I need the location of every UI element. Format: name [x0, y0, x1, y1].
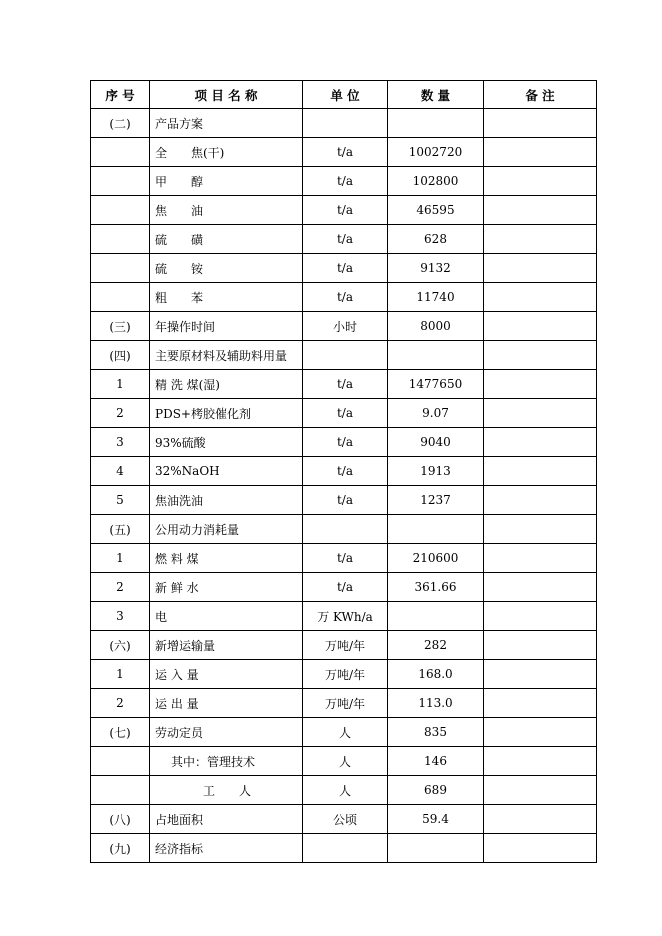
cell-qty: 9.07: [388, 399, 484, 428]
cell-name: 32%NaOH: [150, 457, 303, 486]
cell-unit: t/a: [303, 457, 388, 486]
cell-note: [484, 428, 597, 457]
cell-name: 焦油洗油: [150, 486, 303, 515]
cell-name: 燃 料 煤: [150, 544, 303, 573]
cell-no: [91, 747, 150, 776]
cell-qty: 1477650: [388, 370, 484, 399]
cell-name: 焦 油: [150, 196, 303, 225]
cell-qty: 9040: [388, 428, 484, 457]
cell-qty: 46595: [388, 196, 484, 225]
cell-no: (三): [91, 312, 150, 341]
cell-unit: t/a: [303, 544, 388, 573]
cell-no: [91, 167, 150, 196]
cell-qty: 59.4: [388, 805, 484, 834]
cell-note: [484, 254, 597, 283]
cell-no: 2: [91, 689, 150, 718]
table-row: [91, 631, 597, 660]
cell-unit: t/a: [303, 167, 388, 196]
cell-name: 粗 苯: [150, 283, 303, 312]
cell-name: 硫 铵: [150, 254, 303, 283]
cell-qty: 210600: [388, 544, 484, 573]
cell-qty: [388, 109, 484, 138]
cell-note: [484, 312, 597, 341]
indicator-table: [90, 80, 597, 863]
cell-name: 运 出 量: [150, 689, 303, 718]
cell-note: [484, 341, 597, 370]
cell-unit: 人: [303, 718, 388, 747]
cell-qty: 102800: [388, 167, 484, 196]
cell-name: 主要原材料及辅助料用量: [150, 341, 303, 370]
cell-name: 电: [150, 602, 303, 631]
cell-note: [484, 370, 597, 399]
cell-no: (七): [91, 718, 150, 747]
cell-no: 1: [91, 544, 150, 573]
cell-no: (四): [91, 341, 150, 370]
table-row: [91, 573, 597, 602]
cell-name: 经济指标: [150, 834, 303, 863]
cell-no: 3: [91, 602, 150, 631]
table-row: [91, 834, 597, 863]
cell-unit: 人: [303, 776, 388, 805]
table-row: [91, 283, 597, 312]
cell-name: 新增运输量: [150, 631, 303, 660]
cell-note: [484, 689, 597, 718]
cell-unit: t/a: [303, 486, 388, 515]
cell-unit: t/a: [303, 138, 388, 167]
cell-unit: t/a: [303, 196, 388, 225]
cell-qty: [388, 602, 484, 631]
table-row: [91, 341, 597, 370]
header-note: 备 注: [484, 81, 597, 109]
cell-note: [484, 399, 597, 428]
cell-note: [484, 109, 597, 138]
cell-unit: t/a: [303, 399, 388, 428]
cell-qty: 689: [388, 776, 484, 805]
cell-unit: t/a: [303, 225, 388, 254]
cell-note: [484, 805, 597, 834]
cell-unit: 万 KWh/a: [303, 602, 388, 631]
cell-note: [484, 602, 597, 631]
cell-unit: 人: [303, 747, 388, 776]
cell-name: 93%硫酸: [150, 428, 303, 457]
table-row: [91, 254, 597, 283]
cell-name-text: 其中：管理技术: [171, 754, 256, 769]
cell-note: [484, 573, 597, 602]
cell-name: 精 洗 煤(湿): [150, 370, 303, 399]
table-row: [91, 776, 597, 805]
table-row: [91, 718, 597, 747]
table-row: [91, 138, 597, 167]
cell-no: [91, 776, 150, 805]
cell-note: [484, 486, 597, 515]
table-row: [91, 457, 597, 486]
cell-no: 2: [91, 573, 150, 602]
cell-no: 4: [91, 457, 150, 486]
cell-no: [91, 225, 150, 254]
cell-qty: 282: [388, 631, 484, 660]
table-row: [91, 602, 597, 631]
cell-name: 硫 磺: [150, 225, 303, 254]
cell-no: (九): [91, 834, 150, 863]
header-no: 序 号: [91, 81, 150, 109]
table-row: [91, 312, 597, 341]
cell-unit: [303, 834, 388, 863]
table-row: [91, 109, 597, 138]
table-row: [91, 167, 597, 196]
cell-note: [484, 283, 597, 312]
cell-name: 占地面积: [150, 805, 303, 834]
cell-note: [484, 544, 597, 573]
cell-unit: t/a: [303, 370, 388, 399]
table-row: [91, 399, 597, 428]
cell-unit: 万吨/年: [303, 689, 388, 718]
cell-unit: t/a: [303, 254, 388, 283]
cell-no: 1: [91, 660, 150, 689]
cell-qty: 146: [388, 747, 484, 776]
table-row: [91, 370, 597, 399]
cell-name: [150, 747, 303, 776]
cell-unit: 万吨/年: [303, 660, 388, 689]
cell-no: 1: [91, 370, 150, 399]
cell-no: (五): [91, 515, 150, 544]
table-row: [91, 486, 597, 515]
cell-qty: 835: [388, 718, 484, 747]
cell-name: 年操作时间: [150, 312, 303, 341]
cell-qty: [388, 834, 484, 863]
cell-name: 劳动定员: [150, 718, 303, 747]
table-row: [91, 225, 597, 254]
cell-note: [484, 457, 597, 486]
cell-qty: 113.0: [388, 689, 484, 718]
cell-no: (二): [91, 109, 150, 138]
header-name: 项 目 名 称: [150, 81, 303, 109]
cell-unit: [303, 109, 388, 138]
cell-no: [91, 138, 150, 167]
table-row: [91, 660, 597, 689]
cell-note: [484, 167, 597, 196]
cell-no: [91, 196, 150, 225]
cell-no: (八): [91, 805, 150, 834]
cell-no: [91, 254, 150, 283]
cell-qty: 1237: [388, 486, 484, 515]
cell-name-text: 工 人: [203, 783, 252, 798]
cell-note: [484, 834, 597, 863]
cell-note: [484, 138, 597, 167]
header-qty: 数 量: [388, 81, 484, 109]
cell-name: 运 入 量: [150, 660, 303, 689]
cell-note: [484, 631, 597, 660]
cell-name: 甲 醇: [150, 167, 303, 196]
cell-qty: 11740: [388, 283, 484, 312]
table-row: [91, 805, 597, 834]
cell-name: 新 鲜 水: [150, 573, 303, 602]
cell-note: [484, 515, 597, 544]
table-row: [91, 689, 597, 718]
cell-name: 产品方案: [150, 109, 303, 138]
cell-no: (六): [91, 631, 150, 660]
cell-note: [484, 196, 597, 225]
cell-name: 公用动力消耗量: [150, 515, 303, 544]
cell-note: [484, 225, 597, 254]
cell-qty: 1913: [388, 457, 484, 486]
cell-unit: [303, 341, 388, 370]
cell-unit: [303, 515, 388, 544]
table-row: [91, 544, 597, 573]
cell-unit: 小时: [303, 312, 388, 341]
cell-name: PDS+栲胶催化剂: [150, 399, 303, 428]
cell-unit: t/a: [303, 283, 388, 312]
cell-qty: 361.66: [388, 573, 484, 602]
cell-qty: 1002720: [388, 138, 484, 167]
cell-qty: [388, 515, 484, 544]
table-body: [91, 109, 597, 863]
cell-no: 3: [91, 428, 150, 457]
cell-note: [484, 776, 597, 805]
header-row: [91, 81, 597, 109]
cell-qty: 628: [388, 225, 484, 254]
cell-unit: t/a: [303, 573, 388, 602]
cell-unit: t/a: [303, 428, 388, 457]
cell-qty: 8000: [388, 312, 484, 341]
cell-qty: 168.0: [388, 660, 484, 689]
cell-qty: 9132: [388, 254, 484, 283]
table-row: [91, 196, 597, 225]
cell-no: 2: [91, 399, 150, 428]
table-row: [91, 747, 597, 776]
cell-unit: 万吨/年: [303, 631, 388, 660]
table-row: [91, 428, 597, 457]
cell-note: [484, 747, 597, 776]
cell-unit: 公顷: [303, 805, 388, 834]
cell-qty: [388, 341, 484, 370]
cell-note: [484, 718, 597, 747]
table-row: [91, 515, 597, 544]
cell-no: 5: [91, 486, 150, 515]
cell-name: [150, 776, 303, 805]
cell-no: [91, 283, 150, 312]
header-unit: 单 位: [303, 81, 388, 109]
cell-note: [484, 660, 597, 689]
cell-name: 全 焦(干): [150, 138, 303, 167]
